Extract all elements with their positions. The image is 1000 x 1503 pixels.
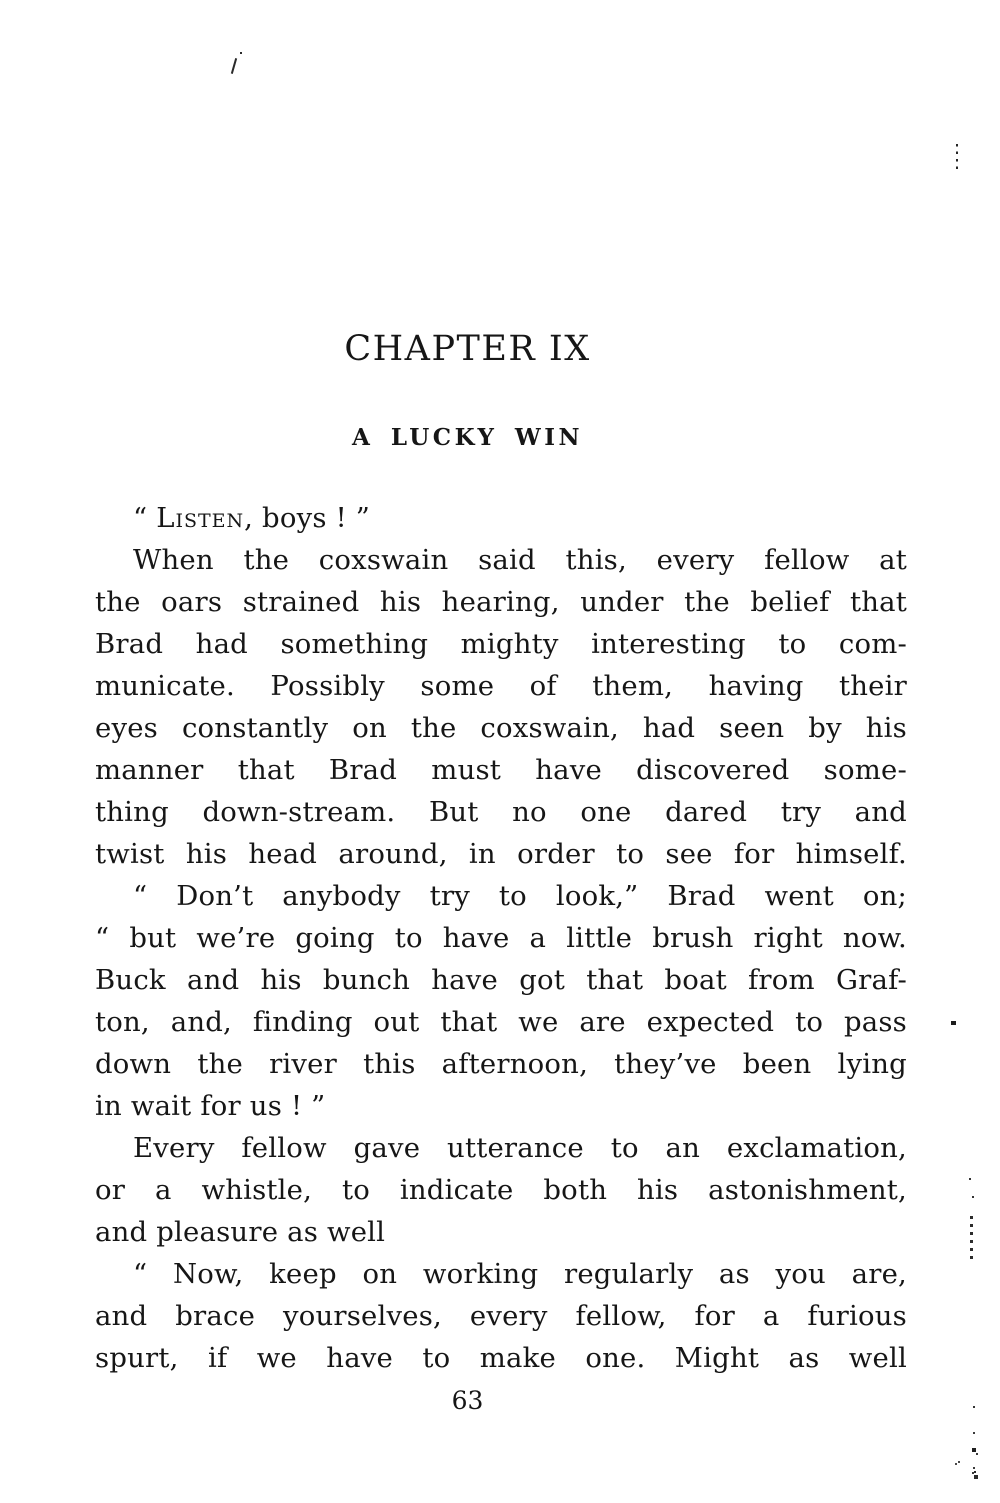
speaker-word: Listen (156, 502, 245, 534)
open-quote: “ (133, 502, 157, 534)
body-line: the oars strained his hearing, under the belief that (95, 586, 907, 618)
scan-artifact-dotted-line (970, 1216, 973, 1262)
scan-artifact-slash (231, 58, 237, 74)
scan-artifact-dotted-line (956, 144, 958, 172)
body-line: manner that Brad must have discovered some- (95, 754, 907, 786)
body-line: and pleasure as well (95, 1216, 386, 1248)
body-line: thing down-stream. But no one dared try and (95, 796, 907, 828)
body-line: down the river this afternoon, they’ve been lying (95, 1048, 907, 1080)
body-line: spurt, if we have to make one. Might as well (95, 1342, 907, 1374)
body-line: “ Don’t anybody try to look,” Brad went on; (133, 880, 907, 912)
body-line: and brace yourselves, every fellow, for a furious (95, 1300, 907, 1332)
body-line: Every fellow gave utterance to an exclamation, (133, 1132, 907, 1164)
body-line: “ Now, keep on working regularly as you are, (133, 1258, 907, 1290)
scan-artifact-speck (951, 1021, 956, 1025)
page-number: 63 (451, 1386, 484, 1415)
opening-line-rest: , boys ! ” (244, 502, 371, 534)
body-line: or a whistle, to indicate both his astonishment, (95, 1174, 907, 1206)
body-line: municate. Possibly some of them, having their (95, 670, 907, 702)
chapter-heading: CHAPTER IX (344, 329, 591, 369)
chapter-subtitle: A LUCKY WIN (351, 424, 584, 451)
body-line: twist his head around, in order to see for himself. (95, 838, 907, 870)
scan-artifact-speck-cluster (973, 1406, 975, 1408)
scan-artifact-dot (240, 52, 242, 54)
body-line: “ but we’re going to have a little brush right now. (95, 922, 907, 954)
body-line: When the coxswain said this, every fellow at (133, 544, 907, 576)
body-line: eyes constantly on the coxswain, had seen by his (95, 712, 907, 744)
body-line: in wait for us ! ” (95, 1090, 326, 1122)
body-line-opening (95, 497, 907, 539)
body-text (95, 497, 907, 1379)
scan-artifact-dot (972, 1196, 974, 1198)
body-line: Buck and his bunch have got that boat from Graf- (95, 964, 907, 996)
scan-artifact-dot (969, 1178, 971, 1180)
body-line: ton, and, finding out that we are expected to pass (95, 1006, 907, 1038)
body-line: Brad had something mighty interesting to com- (95, 628, 907, 660)
